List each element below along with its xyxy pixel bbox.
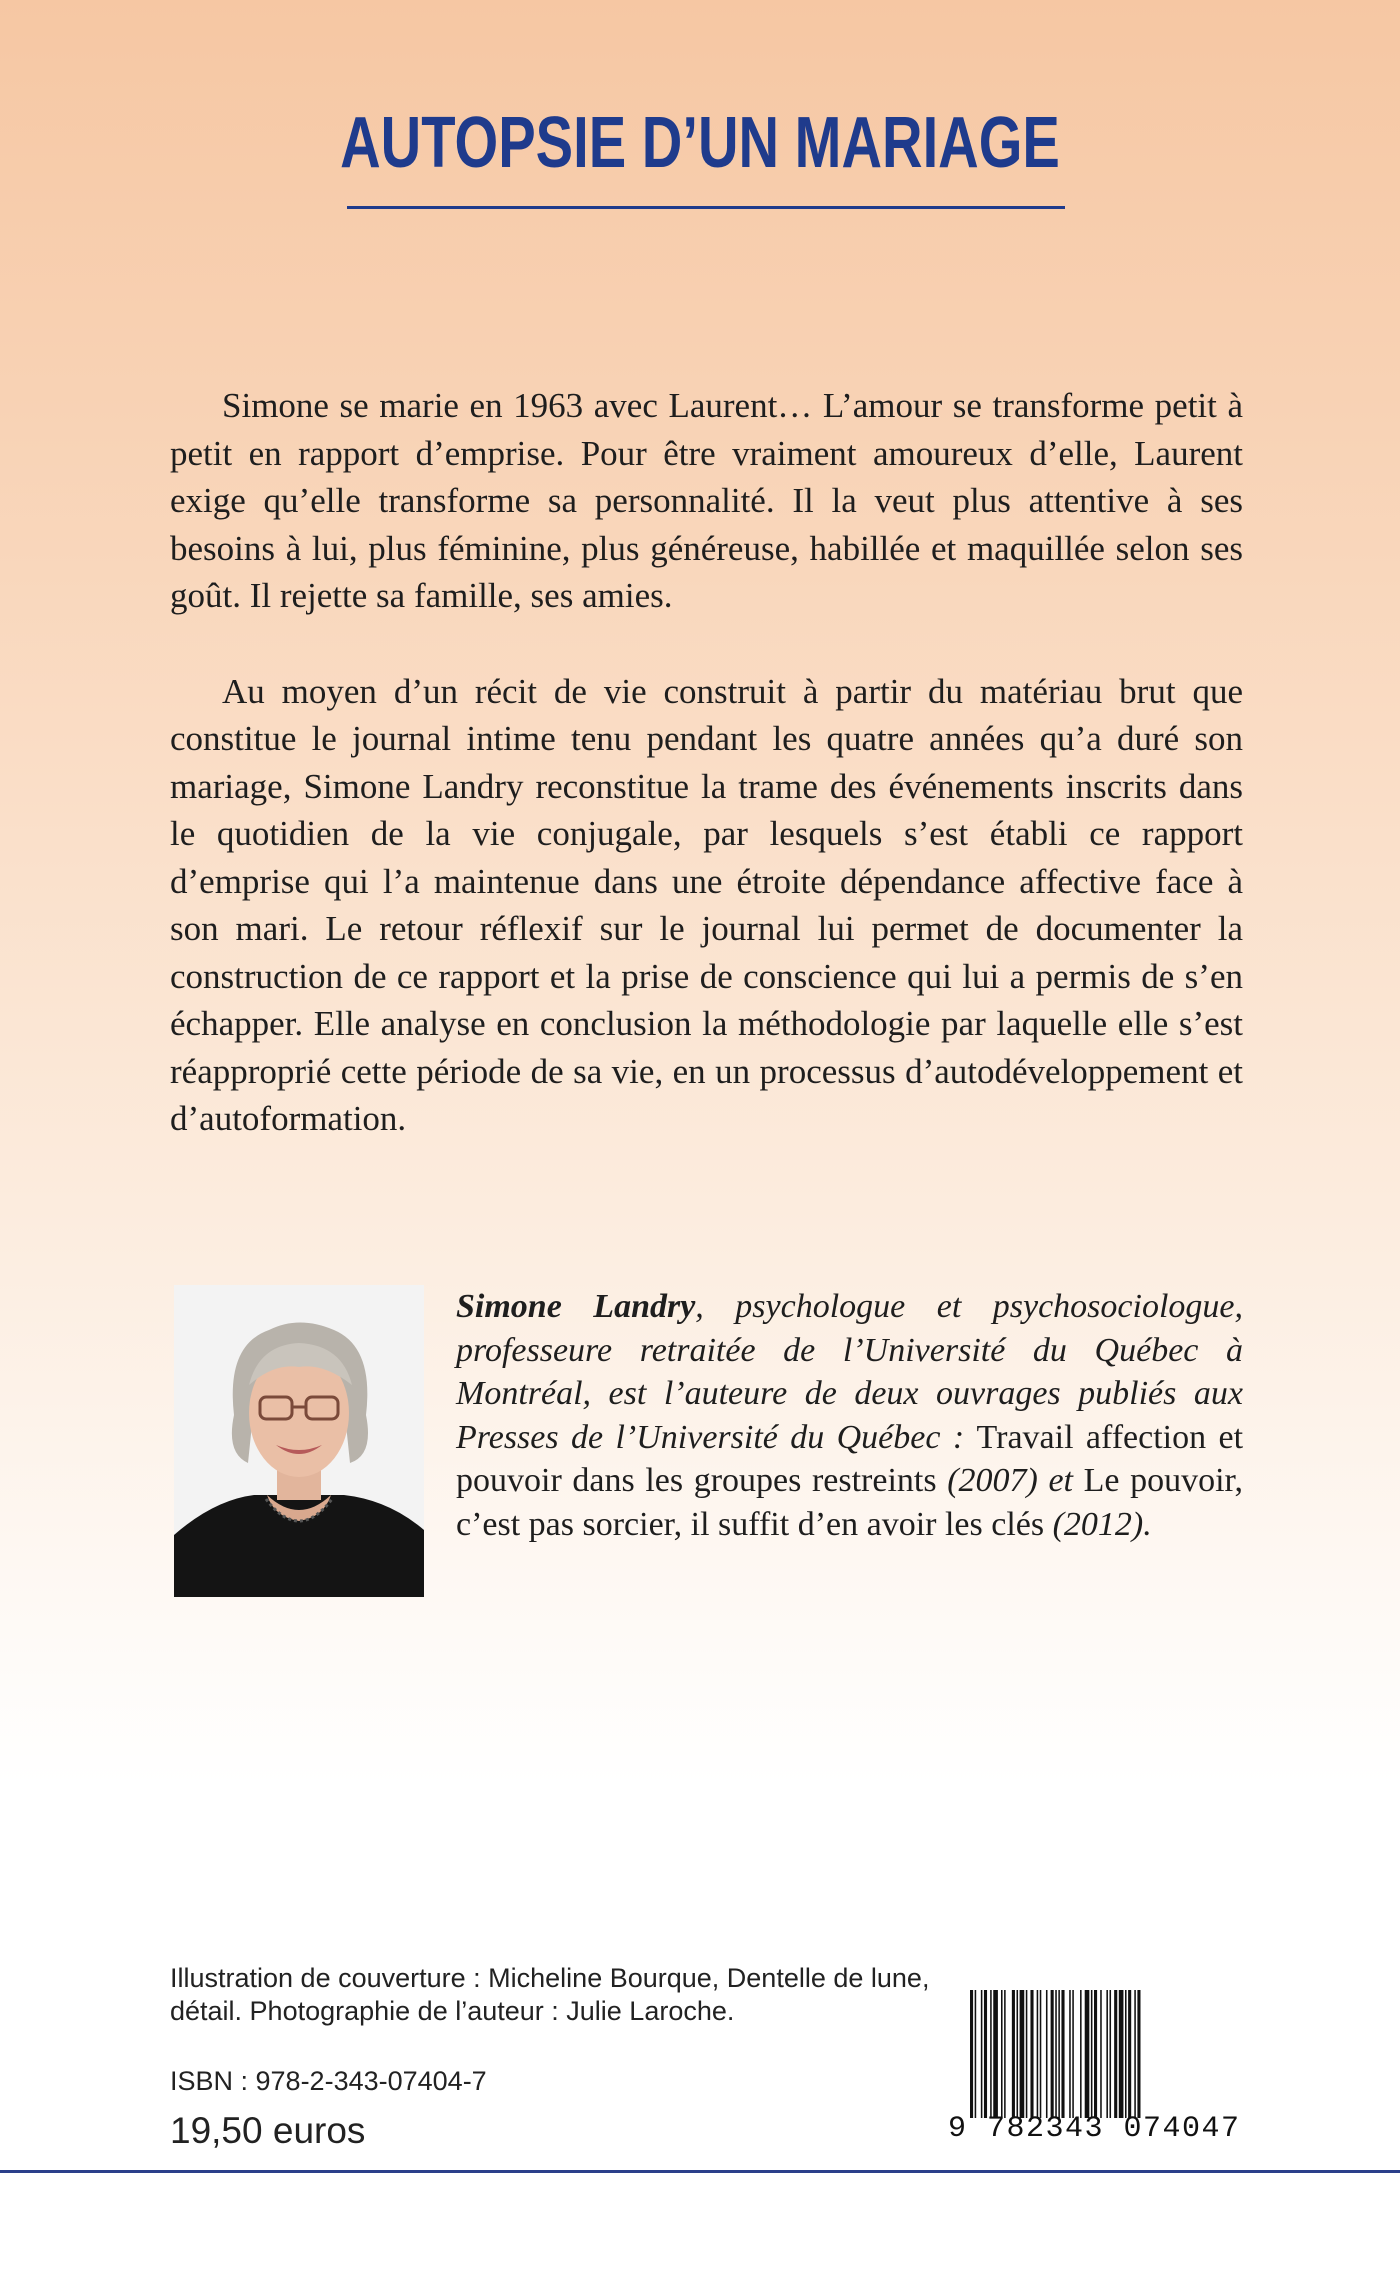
book2-year: (2012). [1044,1505,1152,1543]
barcode-bar [993,1990,998,2118]
barcode-bar [1055,1990,1057,2118]
author-name: Simone Landry [456,1288,696,1325]
barcode [948,1990,1241,2150]
barcode-bar [1094,1990,1097,2118]
barcode-bar [1119,1990,1124,2118]
author-bio-text: , psychologue et psychosociologue, professeure retraitée de l’Université du Québec à Montréal, est l’auteure de deux ouvrages publiés aux Presses de l’Université du Québec : [456,1288,1243,1456]
price: 19,50 euros [170,2110,366,2151]
barcode-bar [1058,1990,1060,2118]
barcode-bar [1069,1990,1071,2118]
synopsis-paragraph-1: Simone se marie en 1963 avec Laurent… L’amour se transforme petit à petit en rapport d’emprise. Pour être vraiment amoureux d’elle, Laurent exige qu’elle transforme sa personnalité. Il la veut plus attentive à ses besoins à lui, plus féminine, plus généreuse, habillée et maquillée selon ses goût. Il rejette sa famille, ses amies. [170,386,1243,615]
credits-line-2: détail. Photographie de l’auteur : Julie Laroche. [170,1996,735,2026]
barcode-bar [1110,1990,1112,2118]
barcode-bar [1125,1990,1127,2118]
synopsis-paragraph-2: Au moyen d’un récit de vie construit à partir du matériau brut que constitue le journal intime tenu pendant les quatre années qu’a duré son mariage, Simone Landry reconstitue la trame des événements inscrits dans le quotidien de la vie conjugale, par lesquels s’est établi ce rapport d’emprise qui l’a maintenue dans une étroite dépendance affective face à son mari. Le retour réflexif sur le journal lui permet de documenter la construction de ce rapport et la prise de conscience qui lui a permis de s’en échapper. Elle analyse en conclusion la méthodologie par laquelle elle s’est réapproprié cette période de sa vie, en un processus d’autodéveloppement et d’autoformation. [170,671,1243,1138]
barcode-bar [984,1990,987,2118]
barcode-bar [1017,1990,1019,2118]
book1-title: Travail affection et pouvoir dans les groupes restreints [456,1418,1244,1499]
barcode-bar [1091,1990,1093,2118]
barcode-bar [1061,1990,1064,2118]
barcode-bar [1072,1990,1074,2118]
barcode-bar [1128,1990,1131,2118]
barcode-bar [1040,1990,1042,2118]
barcode-bar [1137,1990,1140,2118]
cover-credits [170,1962,960,2028]
barcode-bar [1030,1990,1033,2118]
author-bio [456,1285,1243,1546]
barcode-bar [1134,1990,1136,2118]
book2-title: Le pouvoir, c’est pas sorcier, il suffit d’en avoir les clés [456,1462,1243,1543]
barcode-bar [1026,1990,1028,2118]
barcode-bar [1085,1990,1090,2118]
author-photo [174,1285,424,1597]
barcode-bars [970,1990,1238,2118]
barcode-bar [1100,1990,1102,2118]
bottom-rule [0,2170,1400,2173]
credits-line-1: Illustration de couverture : Micheline Bourque, Dentelle de lune, [170,1963,930,1993]
title-underline [347,206,1065,209]
spine-strip-decoration [40,2272,620,2287]
barcode-bar [990,1990,992,2118]
barcode-bar [1004,1990,1006,2118]
barcode-bar [1046,1990,1048,2118]
barcode-bar [1080,1990,1082,2118]
book-title: AUTOPSIE D’UN MARIAGE [340,103,1060,183]
synopsis [170,382,1243,1191]
book1-year: (2007) et [936,1462,1084,1499]
barcode-bar [981,1990,983,2118]
barcode-bar [1001,1990,1003,2118]
barcode-bar [1020,1990,1025,2118]
barcode-bar [1114,1990,1117,2118]
barcode-digits: 9 782343 074047 [948,2112,1241,2146]
isbn: ISBN : 978-2-343-07404-7 [170,2066,487,2096]
barcode-bar [975,1990,977,2118]
barcode-bar [970,1990,973,2118]
barcode-bar [1106,1990,1108,2118]
barcode-bar [1012,1990,1015,2118]
barcode-bar [1037,1990,1039,2118]
barcode-bar [1051,1990,1054,2118]
